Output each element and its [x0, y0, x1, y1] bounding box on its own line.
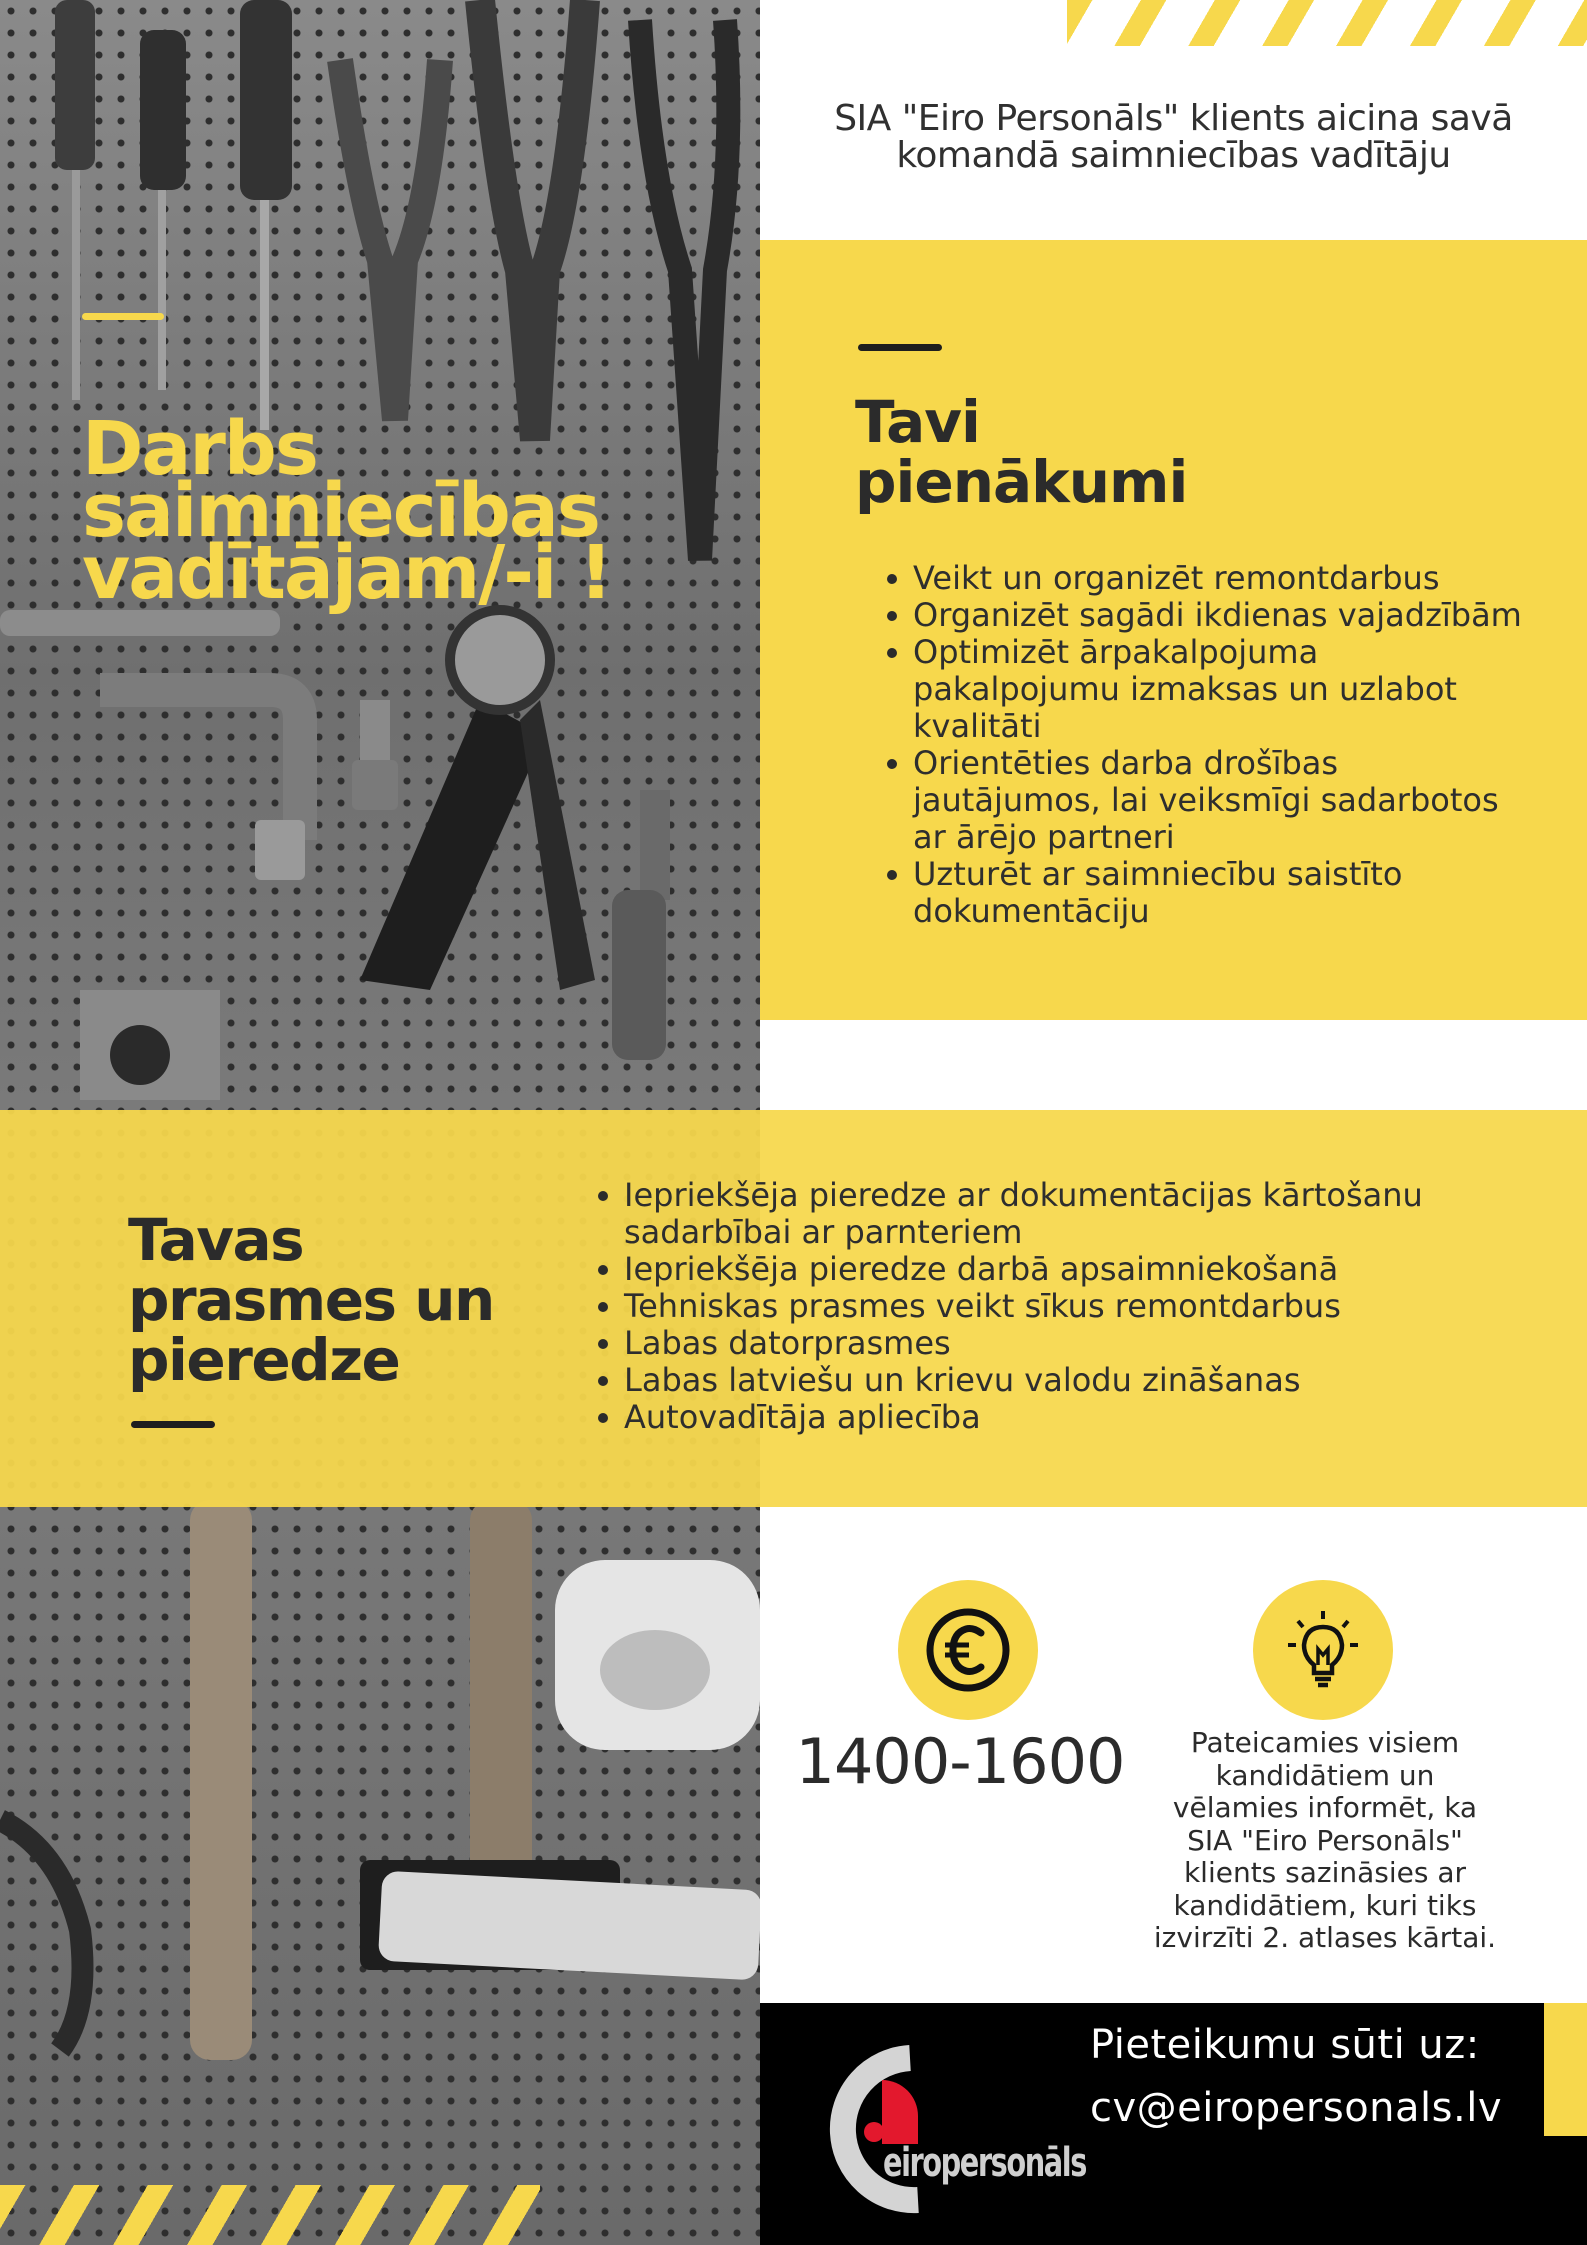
- apply-label: Pieteikumu sūti uz:: [1090, 2022, 1480, 2068]
- intro-line2: komandā saimniecības vadītāju: [896, 135, 1451, 176]
- duties-title-line1: Tavi: [855, 388, 980, 456]
- hazard-stripes-bottom: [0, 2185, 540, 2245]
- intro-line1: SIA "Eiro Personāls" klients aicina savā: [834, 98, 1513, 139]
- skills-list-item: Autovadītāja apliecība: [594, 1399, 1554, 1436]
- skills-list-item: Tehniskas prasmes veikt sīkus remontdarbus: [594, 1288, 1554, 1325]
- duties-title: [855, 388, 1188, 516]
- skills-title-line3: pieredze: [128, 1326, 400, 1394]
- duties-list-item: Uzturēt ar saimniecību saistīto dokumentāciju: [883, 856, 1523, 930]
- duties-list: [883, 560, 1523, 930]
- skills-title-line2: prasmes un: [128, 1266, 494, 1334]
- intro-text: [760, 100, 1587, 174]
- lightbulb-icon-badge: [1253, 1580, 1393, 1720]
- hero-title-line3: vadītājam/-i !: [82, 530, 611, 616]
- skills-list: [594, 1177, 1554, 1436]
- footer-accent-bar: [1544, 2003, 1587, 2136]
- skills-list-item: Labas datorprasmes: [594, 1325, 1554, 1362]
- skills-list-item: Labas latviešu un krievu valodu zināšanas: [594, 1362, 1554, 1399]
- duties-list-item: Organizēt sagādi ikdienas vajadzībām: [883, 597, 1523, 634]
- hero-title-line1: Darbs: [82, 406, 317, 492]
- hero-title: [82, 406, 742, 616]
- euro-icon-badge: [898, 1580, 1038, 1720]
- skills-list-item: Iepriekšēja pieredze ar dokumentācijas kārtošanu sadarbībai ar parnteriem: [594, 1177, 1554, 1251]
- hero-accent-line: [82, 313, 164, 320]
- hero-title-line2: saimniecības: [82, 468, 599, 554]
- duties-title-line2: pienākumi: [855, 448, 1188, 516]
- lightbulb-icon: [1278, 1605, 1368, 1695]
- euro-icon: [923, 1605, 1013, 1695]
- skills-title-line1: Tavas: [128, 1206, 304, 1274]
- duties-accent-line: [858, 344, 942, 351]
- duties-list-item: Veikt un organizēt remontdarbus: [883, 560, 1523, 597]
- logo-wordmark: eiropersonāls: [883, 2140, 1086, 2186]
- apply-email-link[interactable]: cv@eiropersonals.lv: [1090, 2085, 1502, 2131]
- duties-list-item: Orientēties darba drošības jautājumos, lai veiksmīgi sadarbotos ar ārējo partneri: [883, 745, 1523, 856]
- skills-list-item: Iepriekšēja pieredze darbā apsaimniekošanā: [594, 1251, 1554, 1288]
- candidate-notice: Pateicamies visiem kandidātiem un vēlamies informēt, ka SIA "Eiro Personāls" klients sazināsies ar kandidātiem, kuri tiks izvirzīti 2. atlases kārtai.: [1153, 1726, 1497, 1954]
- hazard-stripes-top: [1067, 0, 1587, 46]
- skills-title: [128, 1206, 548, 1394]
- eiropersonals-logo: [800, 2040, 1090, 2230]
- salary-value: 1400-1600: [795, 1725, 1125, 1798]
- duties-list-item: Optimizēt ārpakalpojuma pakalpojumu izmaksas un uzlabot kvalitāti: [883, 634, 1523, 745]
- skills-accent-line: [131, 1421, 215, 1428]
